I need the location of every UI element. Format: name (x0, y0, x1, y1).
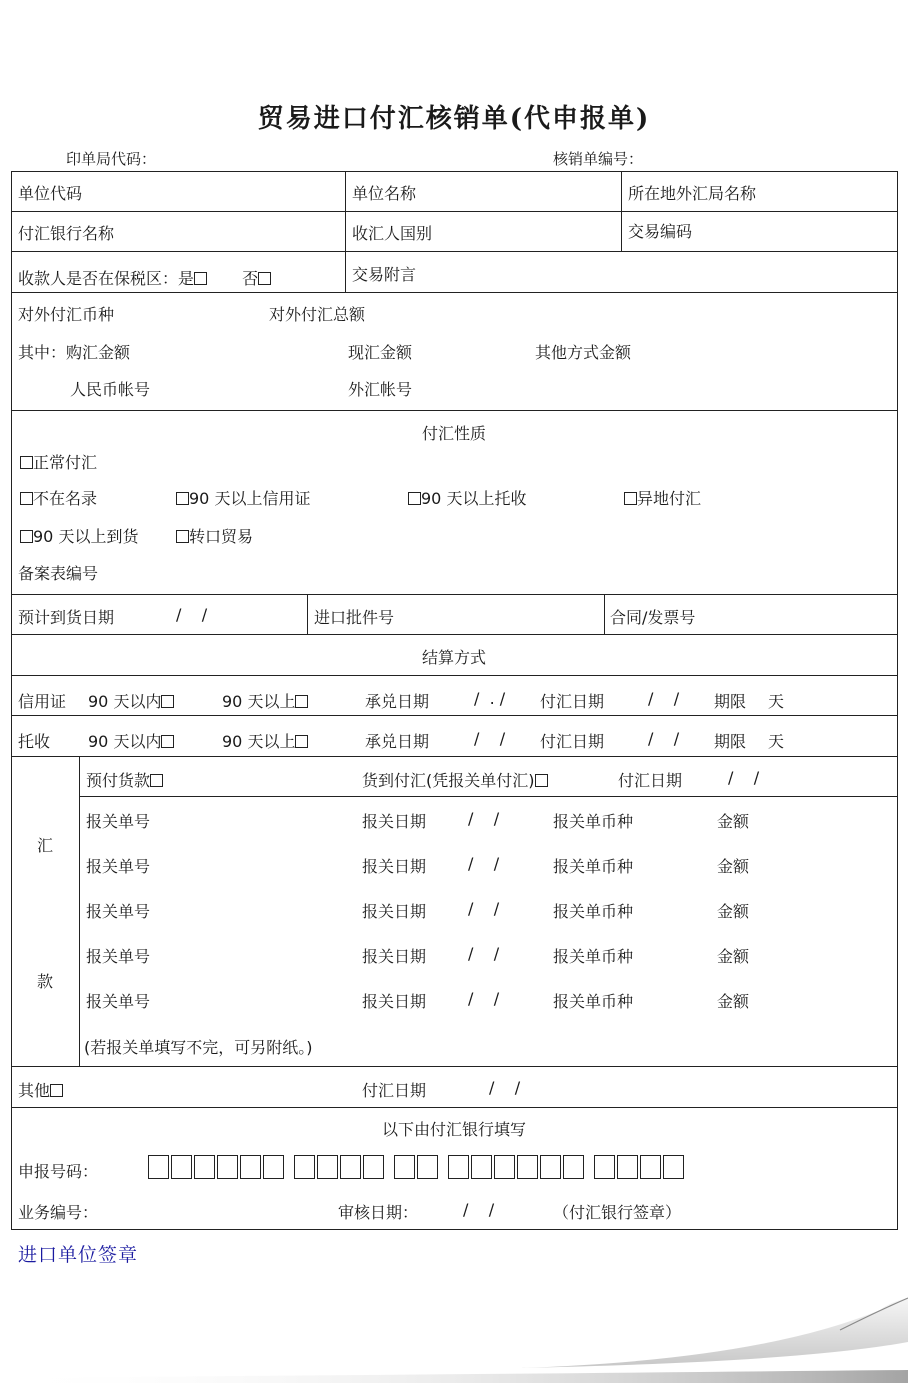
table-divider (11, 292, 898, 293)
nature-collection90-option[interactable] (408, 486, 526, 509)
bonded-no-label: 否 (242, 269, 259, 288)
date-slashes: / / (489, 1078, 521, 1097)
checkbox[interactable] (150, 774, 163, 787)
lc-accept-date-label: 承兑日期 (365, 692, 430, 711)
date-slashes: / . / (474, 689, 506, 708)
other-pay-date-label: 付汇日期 (362, 1081, 427, 1100)
option-label: 90 天以上 (222, 732, 296, 751)
checkbox[interactable] (20, 530, 33, 543)
lc-day-label: 天 (768, 692, 785, 711)
digit-box[interactable] (217, 1155, 238, 1179)
bonded-zone-label: 收款人是否在保税区：是 (18, 269, 195, 288)
checkbox[interactable] (161, 735, 174, 748)
option-label: 90 天以上信用证 (189, 489, 311, 508)
digit-box[interactable] (663, 1155, 684, 1179)
prepay-option[interactable] (86, 768, 163, 791)
option-label: 90 天以内 (88, 732, 162, 751)
date-slashes: / / (728, 768, 760, 787)
table-divider (11, 211, 898, 212)
table-border-left (11, 171, 12, 1229)
page-curl-shadow (0, 1270, 908, 1383)
table-divider (11, 1107, 898, 1108)
checkbox[interactable] (295, 735, 308, 748)
nature-lc90-option[interactable] (176, 486, 310, 509)
table-divider (11, 675, 898, 676)
checkbox[interactable] (20, 456, 33, 469)
digit-box[interactable] (263, 1155, 284, 1179)
record-number-label: 备案表编号 (18, 564, 99, 583)
option-label: 预付货款 (86, 771, 151, 790)
business-number-label: 业务编号： (18, 1203, 99, 1222)
unit-code-label: 单位代码 (18, 184, 83, 203)
customs-amount-label: 金额 (717, 857, 750, 876)
option-label: 90 天以内 (88, 692, 162, 711)
digit-box[interactable] (471, 1155, 492, 1179)
bank-name-label: 付汇银行名称 (18, 224, 115, 243)
print-office-code-label: 印单局代码： (66, 150, 157, 168)
option-label: 货到付汇(凭报关单付汇) (362, 771, 535, 790)
bank-stamp-label: （付汇银行签章） (553, 1203, 682, 1222)
checkbox[interactable] (50, 1084, 63, 1097)
table-divider (11, 594, 898, 595)
customs-no-label: 报关单号 (86, 857, 151, 876)
option-label: 90 天以上 (222, 692, 296, 711)
other-amount-label: 其他方式金额 (535, 343, 632, 362)
bonded-no-checkbox[interactable] (258, 272, 271, 285)
declaration-number-boxes[interactable] (148, 1155, 694, 1183)
digit-box[interactable] (394, 1155, 415, 1179)
option-label: 不在名录 (33, 489, 98, 508)
table-col-divider (345, 171, 346, 292)
digit-box[interactable] (194, 1155, 215, 1179)
checkbox[interactable] (161, 695, 174, 708)
customs-currency-label: 报关单币种 (553, 857, 634, 876)
customs-currency-label: 报关单币种 (553, 992, 634, 1011)
date-slashes: / / (468, 854, 500, 873)
option-label: 正常付汇 (33, 453, 98, 472)
page-title: 贸易进口付汇核销单(代申报单) (257, 104, 651, 134)
digit-box[interactable] (294, 1155, 315, 1179)
currency-label: 对外付汇币种 (18, 305, 115, 324)
rmb-account-label: 人民币帐号 (70, 380, 151, 399)
trade-code-label: 交易编码 (628, 222, 693, 241)
digit-box[interactable] (594, 1155, 615, 1179)
option-label: 其他 (18, 1081, 51, 1100)
forex-bureau-label: 所在地外汇局名称 (628, 184, 757, 203)
table-border-right (897, 171, 898, 1229)
digit-box[interactable] (340, 1155, 361, 1179)
date-slashes: / / (474, 729, 506, 748)
nature-arrival90-option[interactable] (20, 524, 138, 547)
lc-within90-option[interactable] (88, 689, 174, 712)
date-slashes: / / (468, 809, 500, 828)
nature-entrepot-option[interactable] (176, 524, 253, 547)
trade-note-label: 交易附言 (352, 265, 417, 284)
table-col-divider (621, 171, 622, 251)
table-divider (11, 410, 898, 411)
collection-label: 托收 (18, 732, 51, 751)
contract-invoice-label: 合同/发票号 (610, 608, 696, 627)
digit-box[interactable] (363, 1155, 384, 1179)
checkbox[interactable] (535, 774, 548, 787)
option-label: 异地付汇 (637, 489, 702, 508)
customs-currency-label: 报关单币种 (553, 947, 634, 966)
cash-amount-label: 现汇金额 (348, 343, 413, 362)
lc-term-label: 期限 (714, 692, 747, 711)
collection-day-label: 天 (768, 732, 785, 751)
box-group (148, 1155, 286, 1183)
fx-account-label: 外汇帐号 (348, 380, 413, 399)
form-number-label: 核销单编号： (553, 150, 644, 168)
customs-date-label: 报关日期 (362, 857, 427, 876)
customs-currency-label: 报关单币种 (553, 812, 634, 831)
digit-box[interactable] (640, 1155, 661, 1179)
customs-date-label: 报关日期 (362, 992, 427, 1011)
import-approval-label: 进口批件号 (314, 608, 395, 627)
declaration-number-label: 申报号码： (18, 1162, 99, 1181)
customs-amount-label: 金额 (717, 992, 750, 1011)
nature-heading: 付汇性质 (421, 424, 486, 443)
lc-label: 信用证 (18, 692, 67, 711)
table-divider (79, 796, 898, 797)
table-col-divider (307, 594, 308, 634)
digit-box[interactable] (417, 1155, 438, 1179)
table-divider (11, 715, 898, 716)
other-option[interactable] (18, 1078, 63, 1101)
table-divider (11, 756, 898, 757)
total-amount-label: 对外付汇总额 (269, 305, 366, 324)
customs-no-label: 报关单号 (86, 947, 151, 966)
date-slashes: / / (648, 729, 680, 748)
customs-date-label: 报关日期 (362, 902, 427, 921)
collection-pay-date-label: 付汇日期 (540, 732, 605, 751)
unit-name-label: 单位名称 (352, 184, 417, 203)
digit-box[interactable] (494, 1155, 515, 1179)
collection-accept-date-label: 承兑日期 (365, 732, 430, 751)
lc-pay-date-label: 付汇日期 (540, 692, 605, 711)
box-group (294, 1155, 386, 1183)
customs-amount-label: 金额 (717, 812, 750, 831)
table-col-divider (604, 594, 605, 634)
option-label: 转口贸易 (189, 527, 254, 546)
bonded-zone-question (18, 266, 271, 289)
checkbox[interactable] (295, 695, 308, 708)
customs-no-label: 报关单号 (86, 812, 151, 831)
lc-over90-option[interactable] (222, 689, 308, 712)
expected-arrival-label: 预计到货日期 (18, 608, 115, 627)
table-divider (11, 634, 898, 635)
date-slashes: / / (648, 689, 680, 708)
digit-box[interactable] (540, 1155, 561, 1179)
digit-box[interactable] (563, 1155, 584, 1179)
customs-amount-label: 金额 (717, 902, 750, 921)
checkbox[interactable] (176, 492, 189, 505)
customs-no-label: 报关单号 (86, 902, 151, 921)
digit-box[interactable] (617, 1155, 638, 1179)
digit-box[interactable] (317, 1155, 338, 1179)
table-col-divider (79, 756, 80, 1066)
importer-signature-label: 进口单位签章 (18, 1244, 139, 1266)
remittance-side-label-bottom: 款 (37, 972, 54, 991)
collection-over90-option[interactable] (222, 729, 308, 752)
digit-box[interactable] (240, 1155, 261, 1179)
nature-not-listed-option[interactable] (20, 486, 97, 509)
collection-within90-option[interactable] (88, 729, 174, 752)
date-slashes: / / (468, 899, 500, 918)
table-border-bottom (11, 1229, 898, 1230)
collection-term-label: 期限 (714, 732, 747, 751)
customs-currency-label: 报关单币种 (553, 902, 634, 921)
date-slashes: / / (468, 989, 500, 1008)
attach-note: (若报关单填写不完，可另附纸。) (84, 1038, 313, 1057)
date-slashes: / / (468, 944, 500, 963)
option-label: 90 天以上托收 (421, 489, 527, 508)
digit-box[interactable] (171, 1155, 192, 1179)
remittance-side-label-top: 汇 (37, 836, 54, 855)
nature-remote-option[interactable] (624, 486, 701, 509)
box-group (448, 1155, 586, 1183)
option-label: 90 天以上到货 (33, 527, 139, 546)
nature-normal-option[interactable] (20, 450, 97, 473)
audit-date-label: 审核日期： (338, 1203, 419, 1222)
bonded-yes-checkbox[interactable] (194, 272, 207, 285)
checkbox[interactable] (176, 530, 189, 543)
payee-country-label: 收汇人国别 (352, 224, 433, 243)
remittance-pay-date-label: 付汇日期 (618, 771, 683, 790)
digit-box[interactable] (148, 1155, 169, 1179)
box-group (394, 1155, 440, 1183)
box-group (594, 1155, 686, 1183)
table-divider (11, 1066, 898, 1067)
checkbox[interactable] (624, 492, 637, 505)
digit-box[interactable] (517, 1155, 538, 1179)
checkbox[interactable] (20, 492, 33, 505)
digit-box[interactable] (448, 1155, 469, 1179)
checkbox[interactable] (408, 492, 421, 505)
date-slashes: / / (176, 605, 208, 624)
settlement-heading: 结算方式 (421, 648, 486, 667)
customs-no-label: 报关单号 (86, 992, 151, 1011)
purchase-amount-label: 其中：购汇金额 (18, 343, 131, 362)
date-slashes: / / (463, 1200, 495, 1219)
bank-section-heading: 以下由付汇银行填写 (381, 1120, 526, 1139)
table-divider (11, 251, 898, 252)
table-border-top (11, 171, 898, 172)
customs-date-label: 报关日期 (362, 947, 427, 966)
customs-date-label: 报关日期 (362, 812, 427, 831)
arrival-pay-option[interactable] (362, 768, 548, 791)
customs-amount-label: 金额 (717, 947, 750, 966)
